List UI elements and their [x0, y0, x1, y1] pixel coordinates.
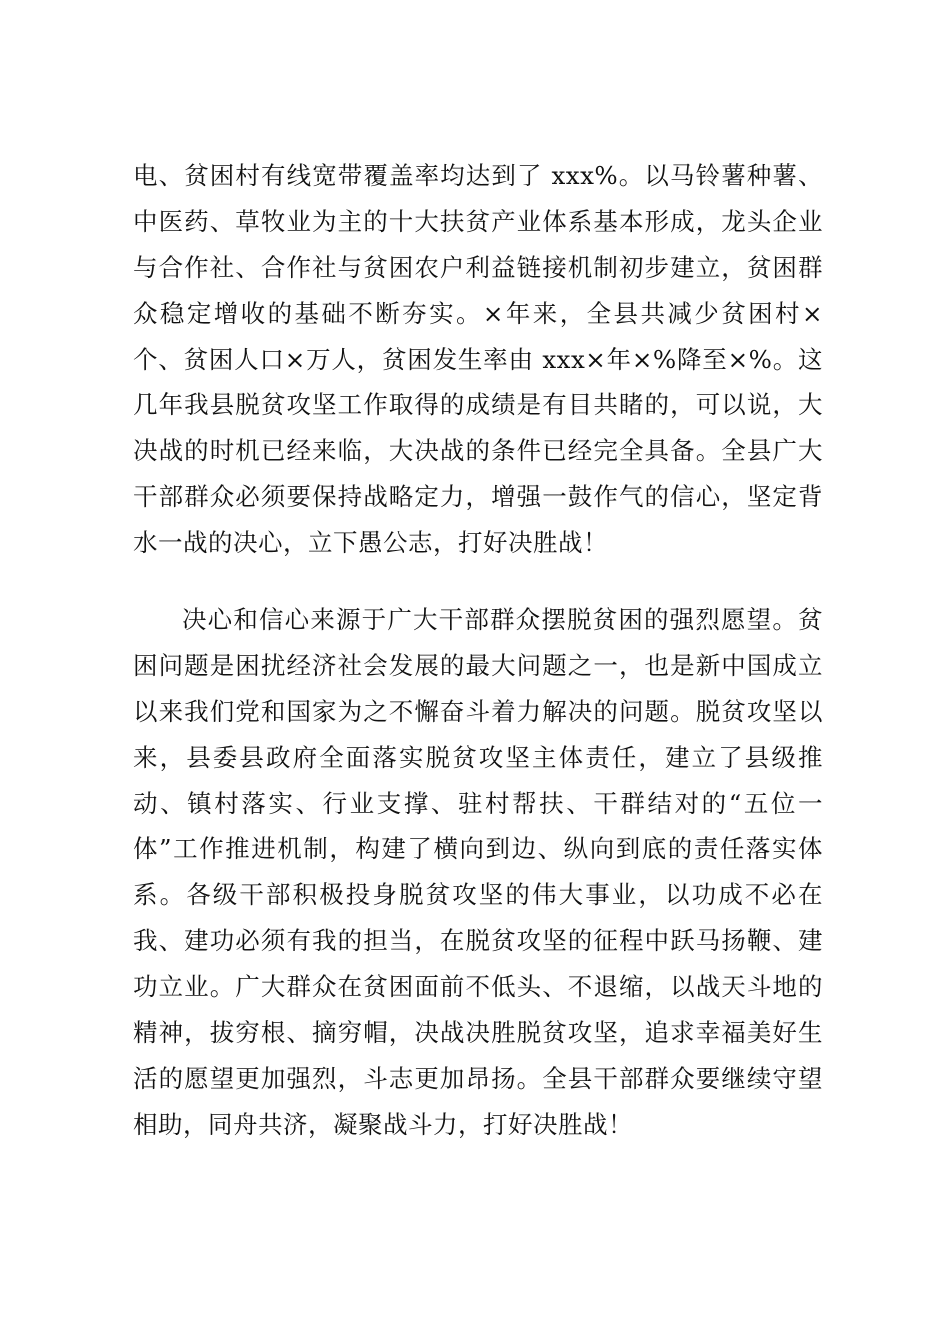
paragraph-2-line: 精神，拔穷根、摘穷帽，决战决胜脱贫攻坚，追求幸福美好生 — [133, 1018, 823, 1048]
paragraph-2-line: 困问题是困扰经济社会发展的最大问题之一，也是新中国成立 — [133, 650, 823, 680]
paragraph-2-line: 功立业。广大群众在贫困面前不低头、不退缩，以战天斗地的 — [133, 972, 823, 1002]
paragraph-1 — [133, 153, 823, 566]
paragraph-2-line: 系。各级干部积极投身脱贫攻坚的伟大事业，以功成不必在 — [133, 880, 823, 910]
paragraph-1-line: 决战的时机已经来临，大决战的条件已经完全具备。全县广大 — [133, 436, 823, 466]
paragraph-2-line: 我、建功必须有我的担当，在脱贫攻坚的征程中跃马扬鞭、建 — [133, 926, 823, 956]
paragraph-2-line: 动、镇村落实、行业支撑、驻村帮扶、干群结对的“五位一 — [133, 788, 823, 818]
paragraph-2-line: 相助，同舟共济，凝聚战斗力，打好决胜战！ — [133, 1109, 633, 1139]
paragraph-2-line: 决心和信心来源于广大干部群众摆脱贫困的强烈愿望。贫 — [182, 605, 823, 634]
paragraph-1-line: 水一战的决心，立下愚公志，打好决胜战！ — [133, 528, 608, 558]
paragraph-1-line: 干部群众必须要保持战略定力，增强一鼓作气的信心，坚定背 — [133, 482, 823, 512]
paragraph-1-line: 电、贫困村有线宽带覆盖率均达到了 xxx%。以马铃薯种薯、 — [133, 161, 823, 190]
paragraph-2-line: 来，县委县政府全面落实脱贫攻坚主体责任，建立了县级推 — [133, 742, 823, 772]
paragraph-2-line: 体”工作推进机制，构建了横向到边、纵向到底的责任落实体 — [133, 834, 823, 864]
paragraph-2-line: 以来我们党和国家为之不懈奋斗着力解决的问题。脱贫攻坚以 — [133, 696, 823, 726]
paragraph-1-line: 与合作社、合作社与贫困农户利益链接机制初步建立，贫困群 — [133, 252, 823, 282]
paragraph-2 — [133, 597, 823, 1148]
paragraph-1-line: 几年我县脱贫攻坚工作取得的成绩是有目共睹的，可以说，大 — [133, 390, 823, 420]
paragraph-1-line: 个、贫困人口×万人，贫困发生率由 xxx×年×%降至×%。这 — [133, 344, 823, 374]
paragraph-1-line: 众稳定增收的基础不断夯实。×年来，全县共减少贫困村× — [133, 298, 823, 328]
paragraph-2-line: 活的愿望更加强烈，斗志更加昂扬。全县干部群众要继续守望 — [133, 1063, 823, 1093]
paragraph-1-line: 中医药、草牧业为主的十大扶贫产业体系基本形成，龙头企业 — [133, 206, 823, 236]
